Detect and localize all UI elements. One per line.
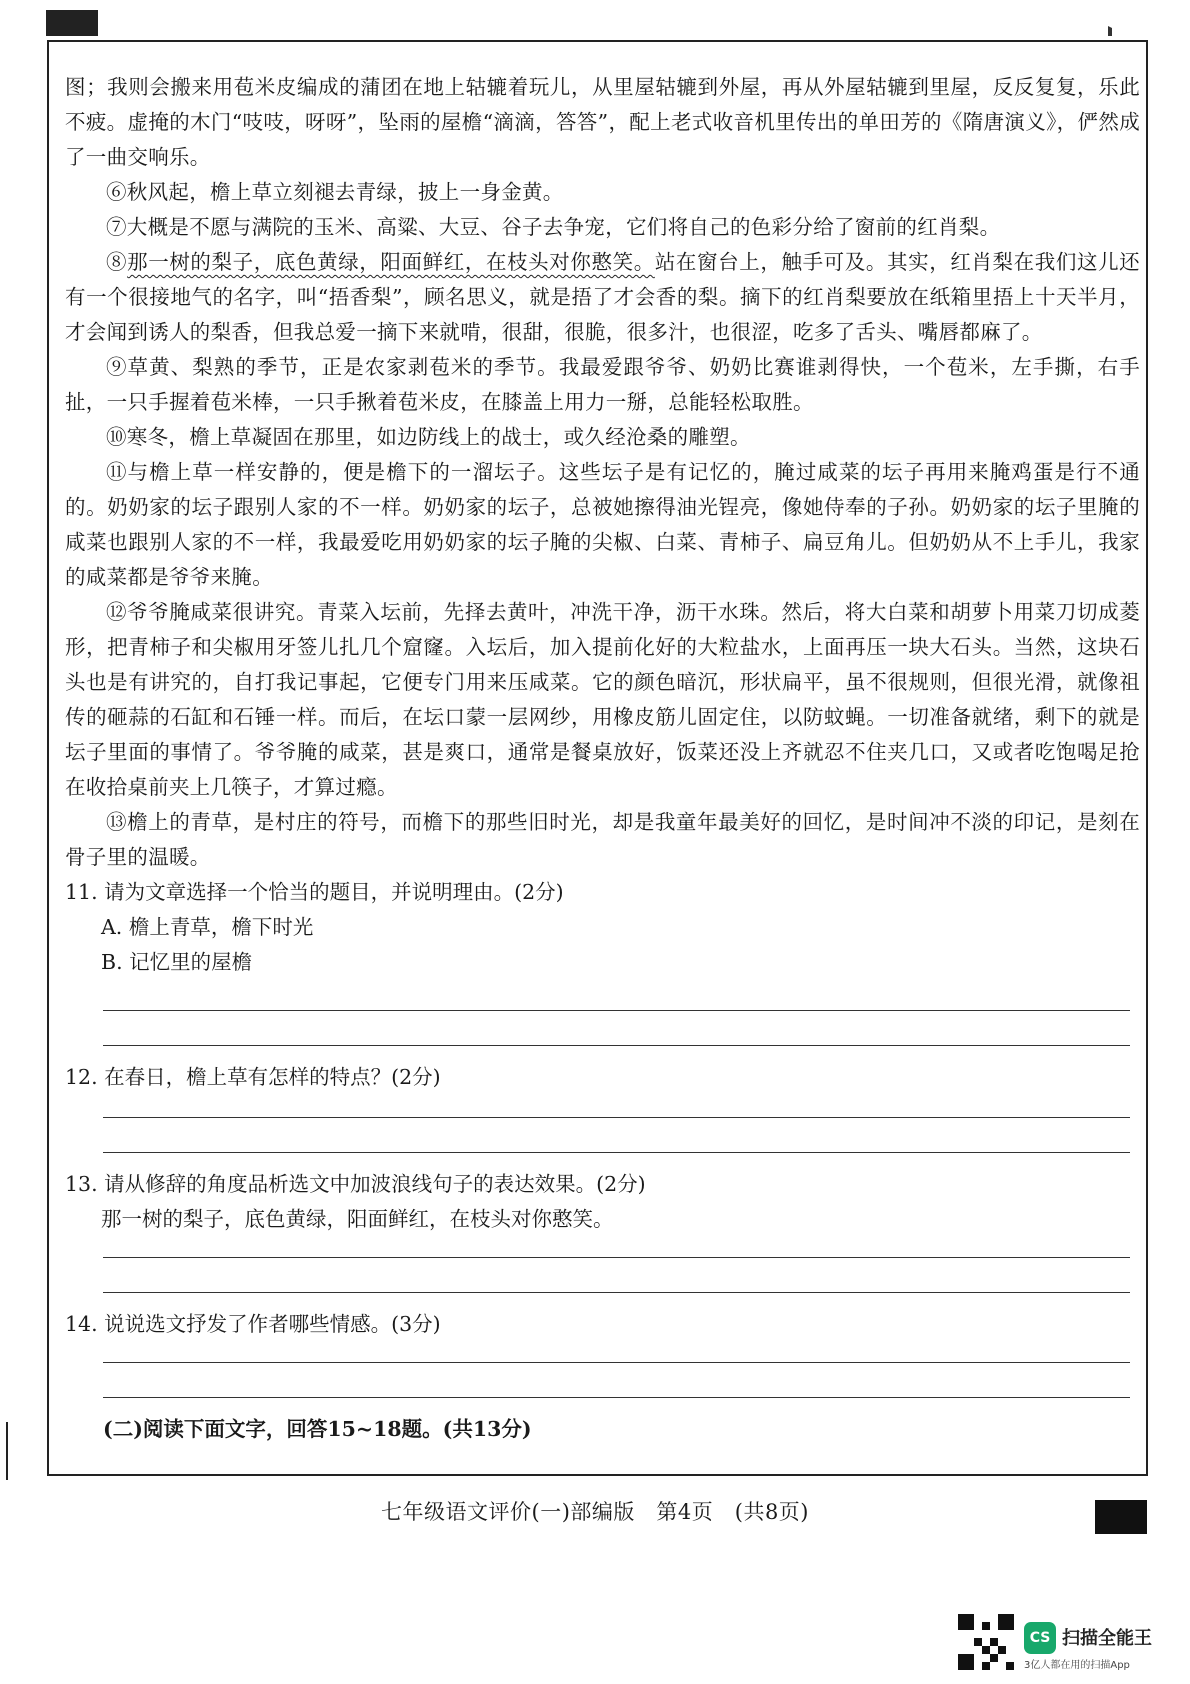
- passage-paragraph-12: ⑫爷爷腌咸菜很讲究。青菜入坛前，先择去黄叶，冲洗干净，沥干水珠。然后，将大白菜和胡萝卜用菜刀切成菱形，把青柿子和尖椒用牙签儿扎几个窟窿。入坛后，加入提前化好的大粒盐水，上面再压一块大石头。当然，这块石头也是有讲究的，自打我记事起，它便专门用来压咸菜。它的颜色暗沉，形状扁平，虽不很规则，但很光滑，就像祖传的砸蒜的石缸和石锤一样。而后，在坛口蒙一层网纱，用橡皮筋儿固定住，以防蚊蝇。一切准备就绪，剩下的就是坛子里面的事情了。爷爷腌的咸菜，甚是爽口，通常是餐桌放好，饭菜还没上齐就忍不住夹几口，又或者吃饱喝足抢在收拾桌前夹上几筷子，才算过瘾。: [65, 600, 1140, 799]
- section-heading: (二)阅读下面文字，回答15~18题。(共13分): [103, 1417, 532, 1441]
- passage-paragraph: 图；我则会搬来用苞米皮编成的蒲团在地上轱辘着玩儿，从里屋轱辘到外屋，再从外屋轱辘到里屋，反反复复，乐此不疲。虚掩的木门“吱吱，呀呀”，坠雨的屋檐“滴滴，答答”，配上老式收音机里传出的单田芳的《隋唐演义》，俨然成了一曲交响乐。: [65, 75, 1140, 169]
- question-11: 11. 请为文章选择一个恰当的题目，并说明理由。(2分): [65, 880, 564, 904]
- watermark-title: 扫描全能王: [1062, 1628, 1152, 1649]
- passage-paragraph-6: ⑥秋风起，檐上草立刻褪去青绿，披上一身金黄。: [106, 180, 564, 204]
- page-content: [65, 70, 1140, 1447]
- passage-paragraph-8: [65, 245, 1140, 350]
- question-12: 12. 在春日，檐上草有怎样的特点？(2分): [65, 1065, 441, 1089]
- page-footer: 七年级语文评价(一)部编版 第4页 (共8页): [381, 1500, 809, 1524]
- question-11-option-a: A. 檐上青草，檐下时光: [101, 915, 314, 939]
- camscanner-logo: CS: [1024, 1622, 1056, 1654]
- question-13: 13. 请从修辞的角度品析选文中加波浪线句子的表达效果。(2分): [65, 1172, 646, 1196]
- passage-paragraph-9: ⑨草黄、梨熟的季节，正是农家剥苞米的季节。我最爱跟爷爷、奶奶比赛谁剥得快，一个苞米，左手撕，右手扯，一只手握着苞米棒，一只手揪着苞米皮，在膝盖上用力一掰，总能轻松取胜。: [65, 355, 1140, 414]
- passage-paragraph-13: ⑬檐上的青草，是村庄的符号，而檐下的那些旧时光，却是我童年最美好的回忆，是时间冲不淡的印记，是刻在骨子里的温暖。: [65, 810, 1140, 869]
- corner-registration-mark: [1095, 1500, 1147, 1534]
- binding-mark: [6, 1422, 8, 1480]
- corner-registration-mark: [46, 10, 98, 36]
- question-14: 14. 说说选文抒发了作者哪些情感。(3分): [65, 1312, 441, 1336]
- watermark-subtitle: 3亿人都在用的扫描App: [1024, 1660, 1130, 1671]
- passage-paragraph-10: ⑩寒冬，檐上草凝固在那里，如边防线上的战士，或久经沧桑的雕塑。: [106, 425, 751, 449]
- paragraph-number: ⑧: [106, 250, 128, 274]
- passage-paragraph-7: ⑦大概是不愿与满院的玉米、高粱、大豆、谷子去争宠，它们将自己的色彩分给了窗前的红肖梨。: [106, 215, 1001, 239]
- question-11-option-b: B. 记忆里的屋檐: [101, 950, 253, 974]
- paragraph-text: 站在窗台上，触手可及。其实，红肖梨在我们这儿还有一个很接地气的名字，叫“捂香梨”，顾名思义，就是捂了才会香的梨。摘下的红肖梨要放在纸箱里捂上十天半月，才会闻到诱人的梨香，但我总爱一摘下来就啃，很甜，很脆，很多汁，也很涩，吃多了舌头、嘴唇都麻了。: [65, 250, 1140, 344]
- question-13-sentence: 那一树的梨子，底色黄绿，阳面鲜红，在枝头对你憨笑。: [101, 1207, 614, 1231]
- wavy-underlined-sentence: 那一树的梨子，底色黄绿，阳面鲜红，在枝头对你憨笑。: [127, 250, 655, 274]
- scanner-watermark: [958, 1614, 1188, 1674]
- passage-paragraph-11: ⑪与檐上草一样安静的，便是檐下的一溜坛子。这些坛子是有记忆的，腌过咸菜的坛子再用来腌鸡蛋是行不通的。奶奶家的坛子跟别人家的不一样。奶奶家的坛子，总被她擦得油光锃亮，像她侍奉的子孙。奶奶家的坛子里腌的咸菜也跟别人家的不一样，我最爱吃用奶奶家的坛子腌的尖椒、白菜、青柿子、扁豆角儿。但奶奶从不上手儿，我家的咸菜都是爷爷来腌。: [65, 460, 1140, 589]
- qr-code-icon: [958, 1614, 1014, 1670]
- corner-registration-mark: [1108, 26, 1120, 36]
